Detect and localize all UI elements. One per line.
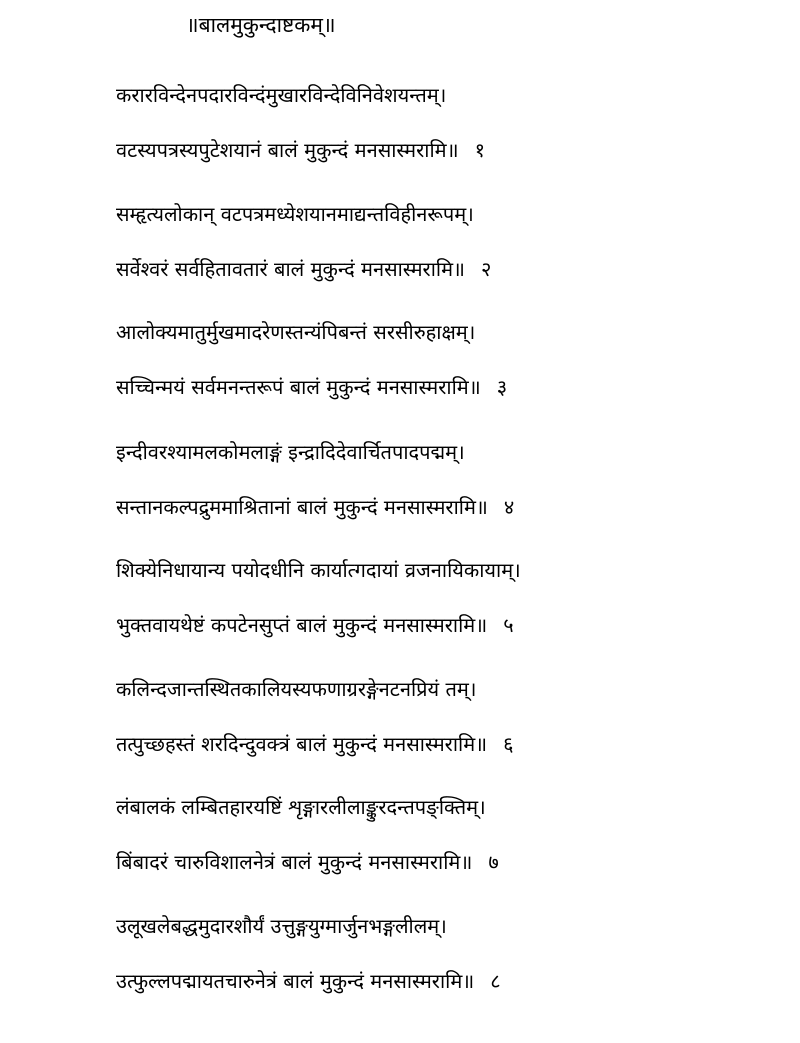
verse-line-2 <box>116 847 776 877</box>
verse-line-2-text: तत्पुच्छहस्तं शरदिन्दुवक्त्रं बालं मुकुन्दं मनसास्मरामि॥ <box>116 732 488 756</box>
verse-line-1: आलोक्यमातुर्मुखमादरेणस्तन्यंपिबन्तं सरसीरुहाक्षम्। <box>116 320 476 344</box>
verse-line-2 <box>116 966 776 996</box>
verse-8 <box>116 911 776 996</box>
verse-6 <box>116 674 776 759</box>
verse-line-2-text: भुक्तवायथेष्टं कपटेनसुप्तं बालं मुकुन्दं मनसास्मरामि॥ <box>116 613 488 637</box>
verse-line-2-text: सन्तानकल्पद्रुममाश्रितानां बालं मुकुन्दं मनसास्मरामि॥ <box>116 495 488 519</box>
verse-number: ३ <box>496 375 508 399</box>
verse-line-2 <box>116 610 776 640</box>
verse-line-2-text: वटस्यपत्रस्यपुटेशयानं बालं मुकुन्दं मनसास्मरामि॥ <box>116 138 459 162</box>
verse-line-1: कलिन्दजान्तस्थितकालियस्यफणाग्ररङ्गेनटनप्रियं तम्। <box>116 677 477 701</box>
verse-line-2-text: सच्चिन्मयं सर्वमनन्तरूपं बालं मुकुन्दं मनसास्मरामि॥ <box>116 375 481 399</box>
verse-line-1: उलूखलेबद्धमुदारशौर्यं उत्तुङ्गयुग्मार्जुनभङ्गलीलम्। <box>116 914 447 938</box>
verse-number: ५ <box>503 613 514 637</box>
verse-line-2 <box>116 372 776 402</box>
verse-number: ८ <box>490 969 501 993</box>
verse-line-2 <box>116 135 776 165</box>
verse-3 <box>116 317 776 402</box>
verse-line-2-text: बिंबादरं चारुविशालनेत्रं बालं मुकुन्दं मनसास्मरामि॥ <box>116 850 473 874</box>
verse-line-2 <box>116 254 776 284</box>
verse-line-1: शिक्येनिधायान्य पयोदधीनि कार्यात्गदायां व्रजनायिकायाम्। <box>116 558 521 582</box>
document-title: ॥बालमुकुन्दाष्टकम्॥ <box>186 13 336 37</box>
verse-4 <box>116 437 776 522</box>
verse-1 <box>116 80 776 165</box>
verse-5 <box>116 555 776 640</box>
verse-line-1: करारविन्देनपदारविन्दंमुखारविन्देविनिवेशयन्तम्। <box>116 83 447 107</box>
verse-7 <box>116 792 776 877</box>
verse-line-1: सम्हृत्यलोकान् वटपत्रमध्येशयानमाद्यन्तविहीनरूपम्। <box>116 202 474 226</box>
verse-line-2-text: उत्फुल्लपद्मायतचारुनेत्रं बालं मुकुन्दं मनसास्मरामि॥ <box>116 969 475 993</box>
verse-number: १ <box>474 138 486 162</box>
verse-2 <box>116 199 776 284</box>
verse-line-1: लंबालकं लम्बितहारयष्टिं शृङ्गारलीलाङ्कुरदन्तपङ्क्तिम्। <box>116 795 486 819</box>
verse-number: २ <box>481 257 492 281</box>
verse-number: ६ <box>503 732 514 756</box>
verse-line-1: इन्दीवरश्यामलकोमलाङ्गं इन्द्रादिदेवार्चितपादपद्मम्। <box>116 440 465 464</box>
verse-line-2-text: सर्वेश्वरं सर्वहितावतारं बालं मुकुन्दं मनसास्मरामि॥ <box>116 257 466 281</box>
verse-line-2 <box>116 492 776 522</box>
verse-number: ४ <box>503 495 515 519</box>
verse-number: ७ <box>488 850 499 874</box>
verse-line-2 <box>116 729 776 759</box>
